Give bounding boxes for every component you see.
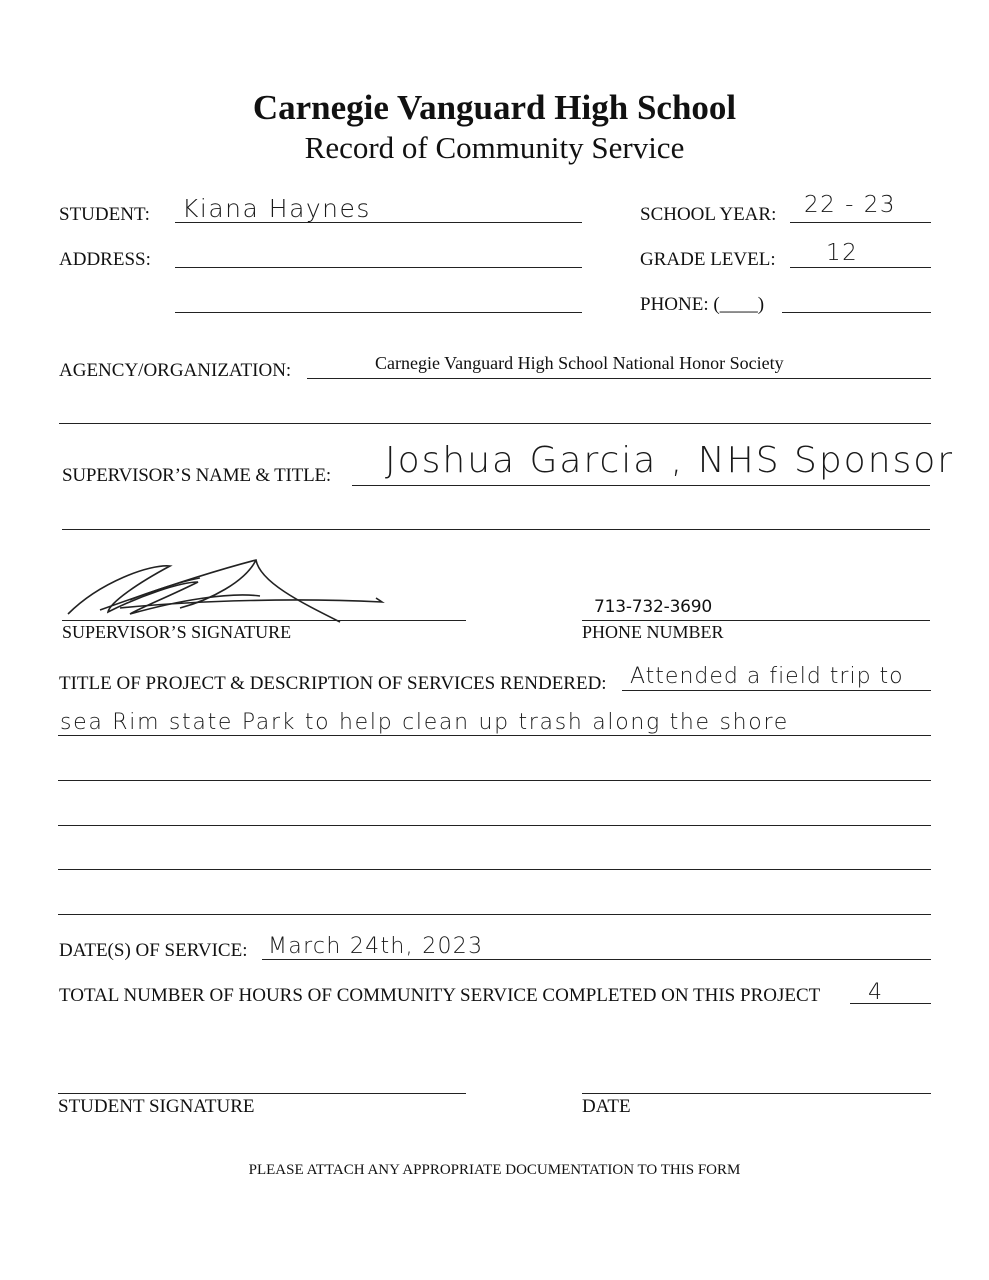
- agency-label: AGENCY/ORGANIZATION:: [59, 360, 292, 381]
- hours-line[interactable]: [850, 1003, 931, 1004]
- grade-level-line[interactable]: [790, 267, 931, 268]
- project-line-1-value: Attended a field trip to: [630, 664, 904, 689]
- supervisor-phone-label: PHONE NUMBER: [582, 622, 724, 642]
- student-name-value: Kiana Haynes: [182, 194, 371, 223]
- student-signature-line[interactable]: [58, 1093, 466, 1094]
- school-name: Carnegie Vanguard High School: [252, 88, 737, 127]
- student-label: STUDENT:: [59, 204, 150, 225]
- project-label: TITLE OF PROJECT & DESCRIPTION OF SERVICES RENDERED:: [59, 673, 607, 694]
- address-line-1[interactable]: [175, 267, 582, 268]
- project-line-6[interactable]: [58, 914, 931, 915]
- hours-value: 4: [868, 980, 884, 1005]
- dates-label: DATE(S) OF SERVICE:: [59, 940, 248, 961]
- supervisor-name-line[interactable]: [352, 485, 930, 486]
- dates-value: March 24th, 2023: [268, 934, 484, 959]
- grade-level-label: GRADE LEVEL:: [640, 249, 776, 270]
- project-line-1[interactable]: [622, 690, 931, 691]
- project-line-2[interactable]: [58, 735, 931, 736]
- student-signature-label: STUDENT SIGNATURE: [58, 1096, 255, 1117]
- supervisor-name-value: Joshua Garcia , NHS Sponsor: [385, 440, 955, 481]
- project-line-4[interactable]: [58, 825, 931, 826]
- date-label: DATE: [582, 1096, 631, 1117]
- supervisor-signature-line[interactable]: [62, 620, 466, 621]
- address-label: ADDRESS:: [59, 249, 151, 270]
- project-line-5[interactable]: [58, 869, 931, 870]
- agency-line-2[interactable]: [59, 423, 931, 424]
- agency-value: Carnegie Vanguard High School National Honor Society: [375, 353, 784, 373]
- phone-label: PHONE: (____): [640, 294, 765, 315]
- form-title: Record of Community Service: [304, 130, 685, 165]
- supervisor-name-label: SUPERVISOR’S NAME & TITLE:: [62, 465, 331, 486]
- supervisor-phone-line[interactable]: [582, 620, 930, 621]
- student-name-line[interactable]: [175, 222, 582, 223]
- address-line-2[interactable]: [175, 312, 582, 313]
- dates-line[interactable]: [262, 959, 931, 960]
- project-line-3[interactable]: [58, 780, 931, 781]
- project-line-2-value: sea Rim state Park to help clean up trash along the shore: [60, 710, 789, 735]
- supervisor-phone-value: 713-732-3690: [594, 597, 713, 617]
- hours-label: TOTAL NUMBER OF HOURS OF COMMUNITY SERVICE COMPLETED ON THIS PROJECT: [59, 985, 821, 1006]
- phone-line[interactable]: [782, 312, 931, 313]
- supervisor-signature-label: SUPERVISOR’S SIGNATURE: [62, 622, 292, 642]
- grade-level-value: 12: [826, 240, 859, 266]
- attach-documentation-note: PLEASE ATTACH ANY APPROPRIATE DOCUMENTATION TO THIS FORM: [248, 1162, 741, 1178]
- school-year-value: 22 - 23: [804, 192, 896, 218]
- agency-line[interactable]: [307, 378, 931, 379]
- date-line[interactable]: [582, 1093, 931, 1094]
- school-year-label: SCHOOL YEAR:: [640, 204, 777, 225]
- school-year-line[interactable]: [790, 222, 931, 223]
- supervisor-name-line-2[interactable]: [62, 529, 930, 530]
